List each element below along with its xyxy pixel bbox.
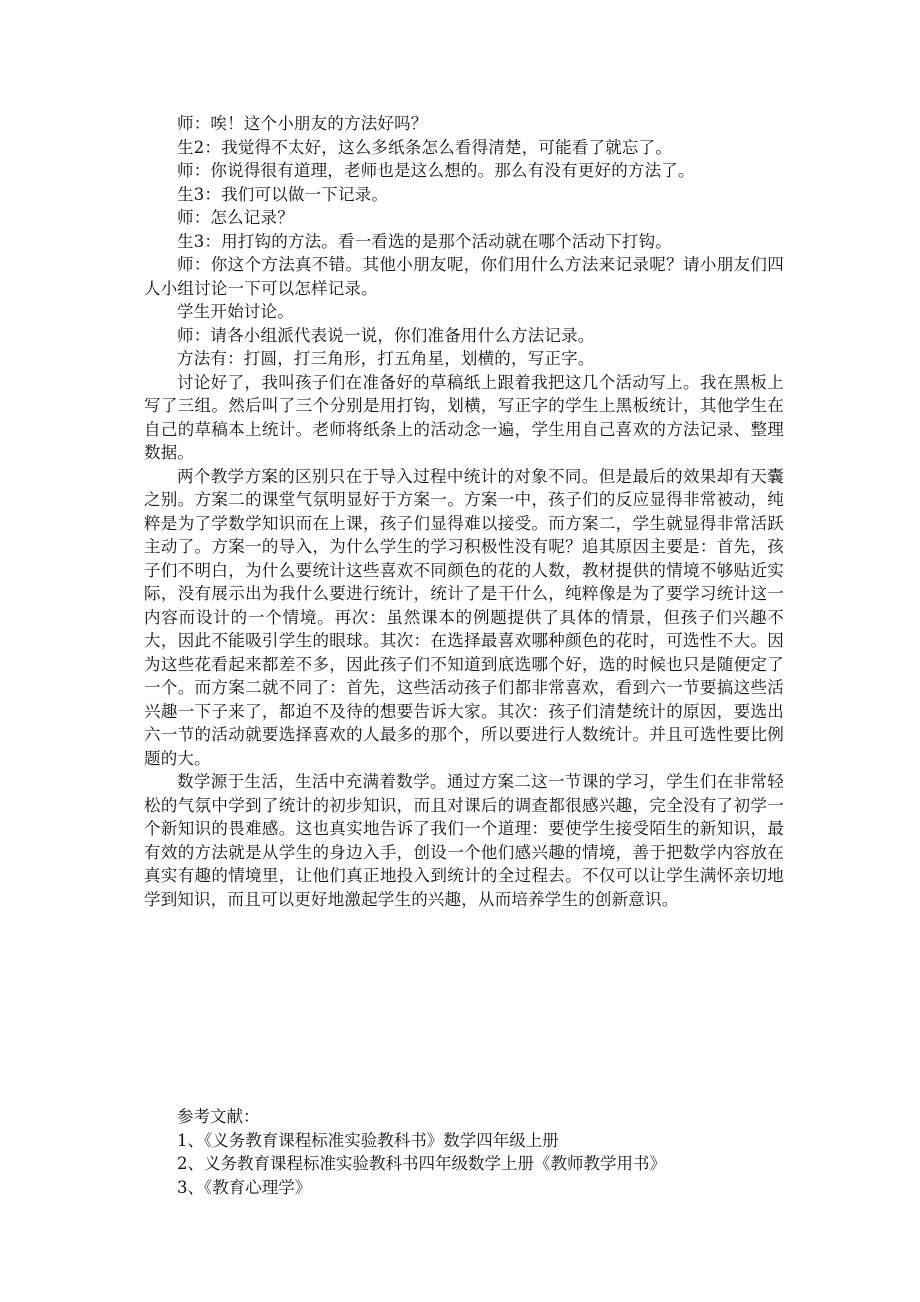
references-section — [177, 1105, 797, 1199]
dialogue-line: 生3：我们可以做一下记录。 — [177, 184, 389, 204]
dialogue-line: 师：唉！这个小朋友的方法好吗？ — [177, 114, 428, 133]
dialogue-line: 生2：我觉得不太好，这么多纸条怎么看得清楚，可能看了就忘了。 — [177, 137, 672, 157]
dialogue-line: 师：怎么记录？ — [177, 208, 294, 227]
references-heading: 参考文献： — [177, 1107, 260, 1126]
conclusion-paragraph: 数学源于生活，生活中充满着数学。通过方案二这一节课的学习，学生们在非常轻松的气氛中学到了统计的初步知识，而且对课后的调查都很感兴趣，完全没有了初学一个新知识的畏难感。这也真实地告诉了我们一个道理：要使学生接受陌生的新知识，最有效的方法就是从学生的身边入手，创设一个他们感兴趣的情境，善于把数学内容放在真实有趣的情境里，让他们真正地投入到统计的全过程去。不仅可以让学生满怀亲切地学到知识，而且可以更好地激起学生的兴趣，从而培养学生的创新意识。 — [144, 772, 784, 909]
dialogue-line: 师：你说得很有道理，老师也是这么想的。那么有没有更好的方法了。 — [177, 161, 695, 180]
narration-line: 学生开始讨论。 — [177, 302, 294, 321]
reference-item: 2、义务教育课程标准实验教科书四年级数学上册《教师教学用书》 — [177, 1154, 666, 1173]
body-text — [144, 112, 784, 911]
dialogue-line: 师：你这个方法真不错。其他小朋友呢，你们用什么方法来记录呢？请小朋友们四人小组讨论一下可以怎样记录。 — [144, 255, 784, 298]
methods-line: 方法有：打圆，打三角形，打五角星，划横的，写正字。 — [177, 349, 595, 368]
body-paragraph: 两个教学方案的区别只在于导入过程中统计的对象不同。但是最后的效果却有天囊之别。方案二的课堂气氛明显好于方案一。方案一中，孩子们的反应显得非常被动，纯粹是为了学数学知识而在上课，孩子们显得难以接受。而方案二，学生就显得非常活跃主动了。方案一的导入，为什么学生的学习积极性没有呢？追其原因主要是：首先，孩子们不明白，为什么要统计这些喜欢不同颜色的花的人数，教材提供的情境不够贴近实际，没有展示出为我什么要进行统计，统计了是干什么，纯粹像是为了要学习统计这一内容而设计的一个情境。再次：虽然课本的例题提供了具体的情景，但孩子们兴趣不大，因此不能吸引学生的眼球。其次：在选择最喜欢哪种颜色的花时，可选性不大。因为这些花看起来都差不多，因此孩子们不知道到底选哪个好，选的时候也只是随便定了一个。而方案二就不同了：首先，这些活动孩子们都非常喜欢，看到六一节要搞这些活兴趣一下子来了，都迫不及待的想要告诉大家。其次：孩子们清楚统计的原因，要选出六一节的活动就要选择喜欢的人最多的那个，所以要进行人数统计。并且可选性要比例题的大。 — [144, 466, 784, 768]
body-paragraph: 讨论好了，我叫孩子们在准备好的草稿纸上跟着我把这几个活动写上。我在黑板上写了三组。然后叫了三个分别是用打钩，划横，写正字的学生上黑板统计，其他学生在自己的草稿本上统计。老师将纸条上的活动念一遍，学生用自己喜欢的方法记录、整理数据。 — [144, 372, 784, 462]
reference-item: 3、《教育心理学》 — [177, 1177, 312, 1197]
dialogue-line: 师：请各小组派代表说一说，你们准备用什么方法记录。 — [177, 325, 595, 345]
dialogue-line: 生3：用打钩的方法。看一看选的是那个活动就在哪个活动下打钩。 — [177, 231, 672, 251]
reference-item: 1、《义务教育课程标准实验教科书》数学四年级上册 — [177, 1130, 559, 1150]
